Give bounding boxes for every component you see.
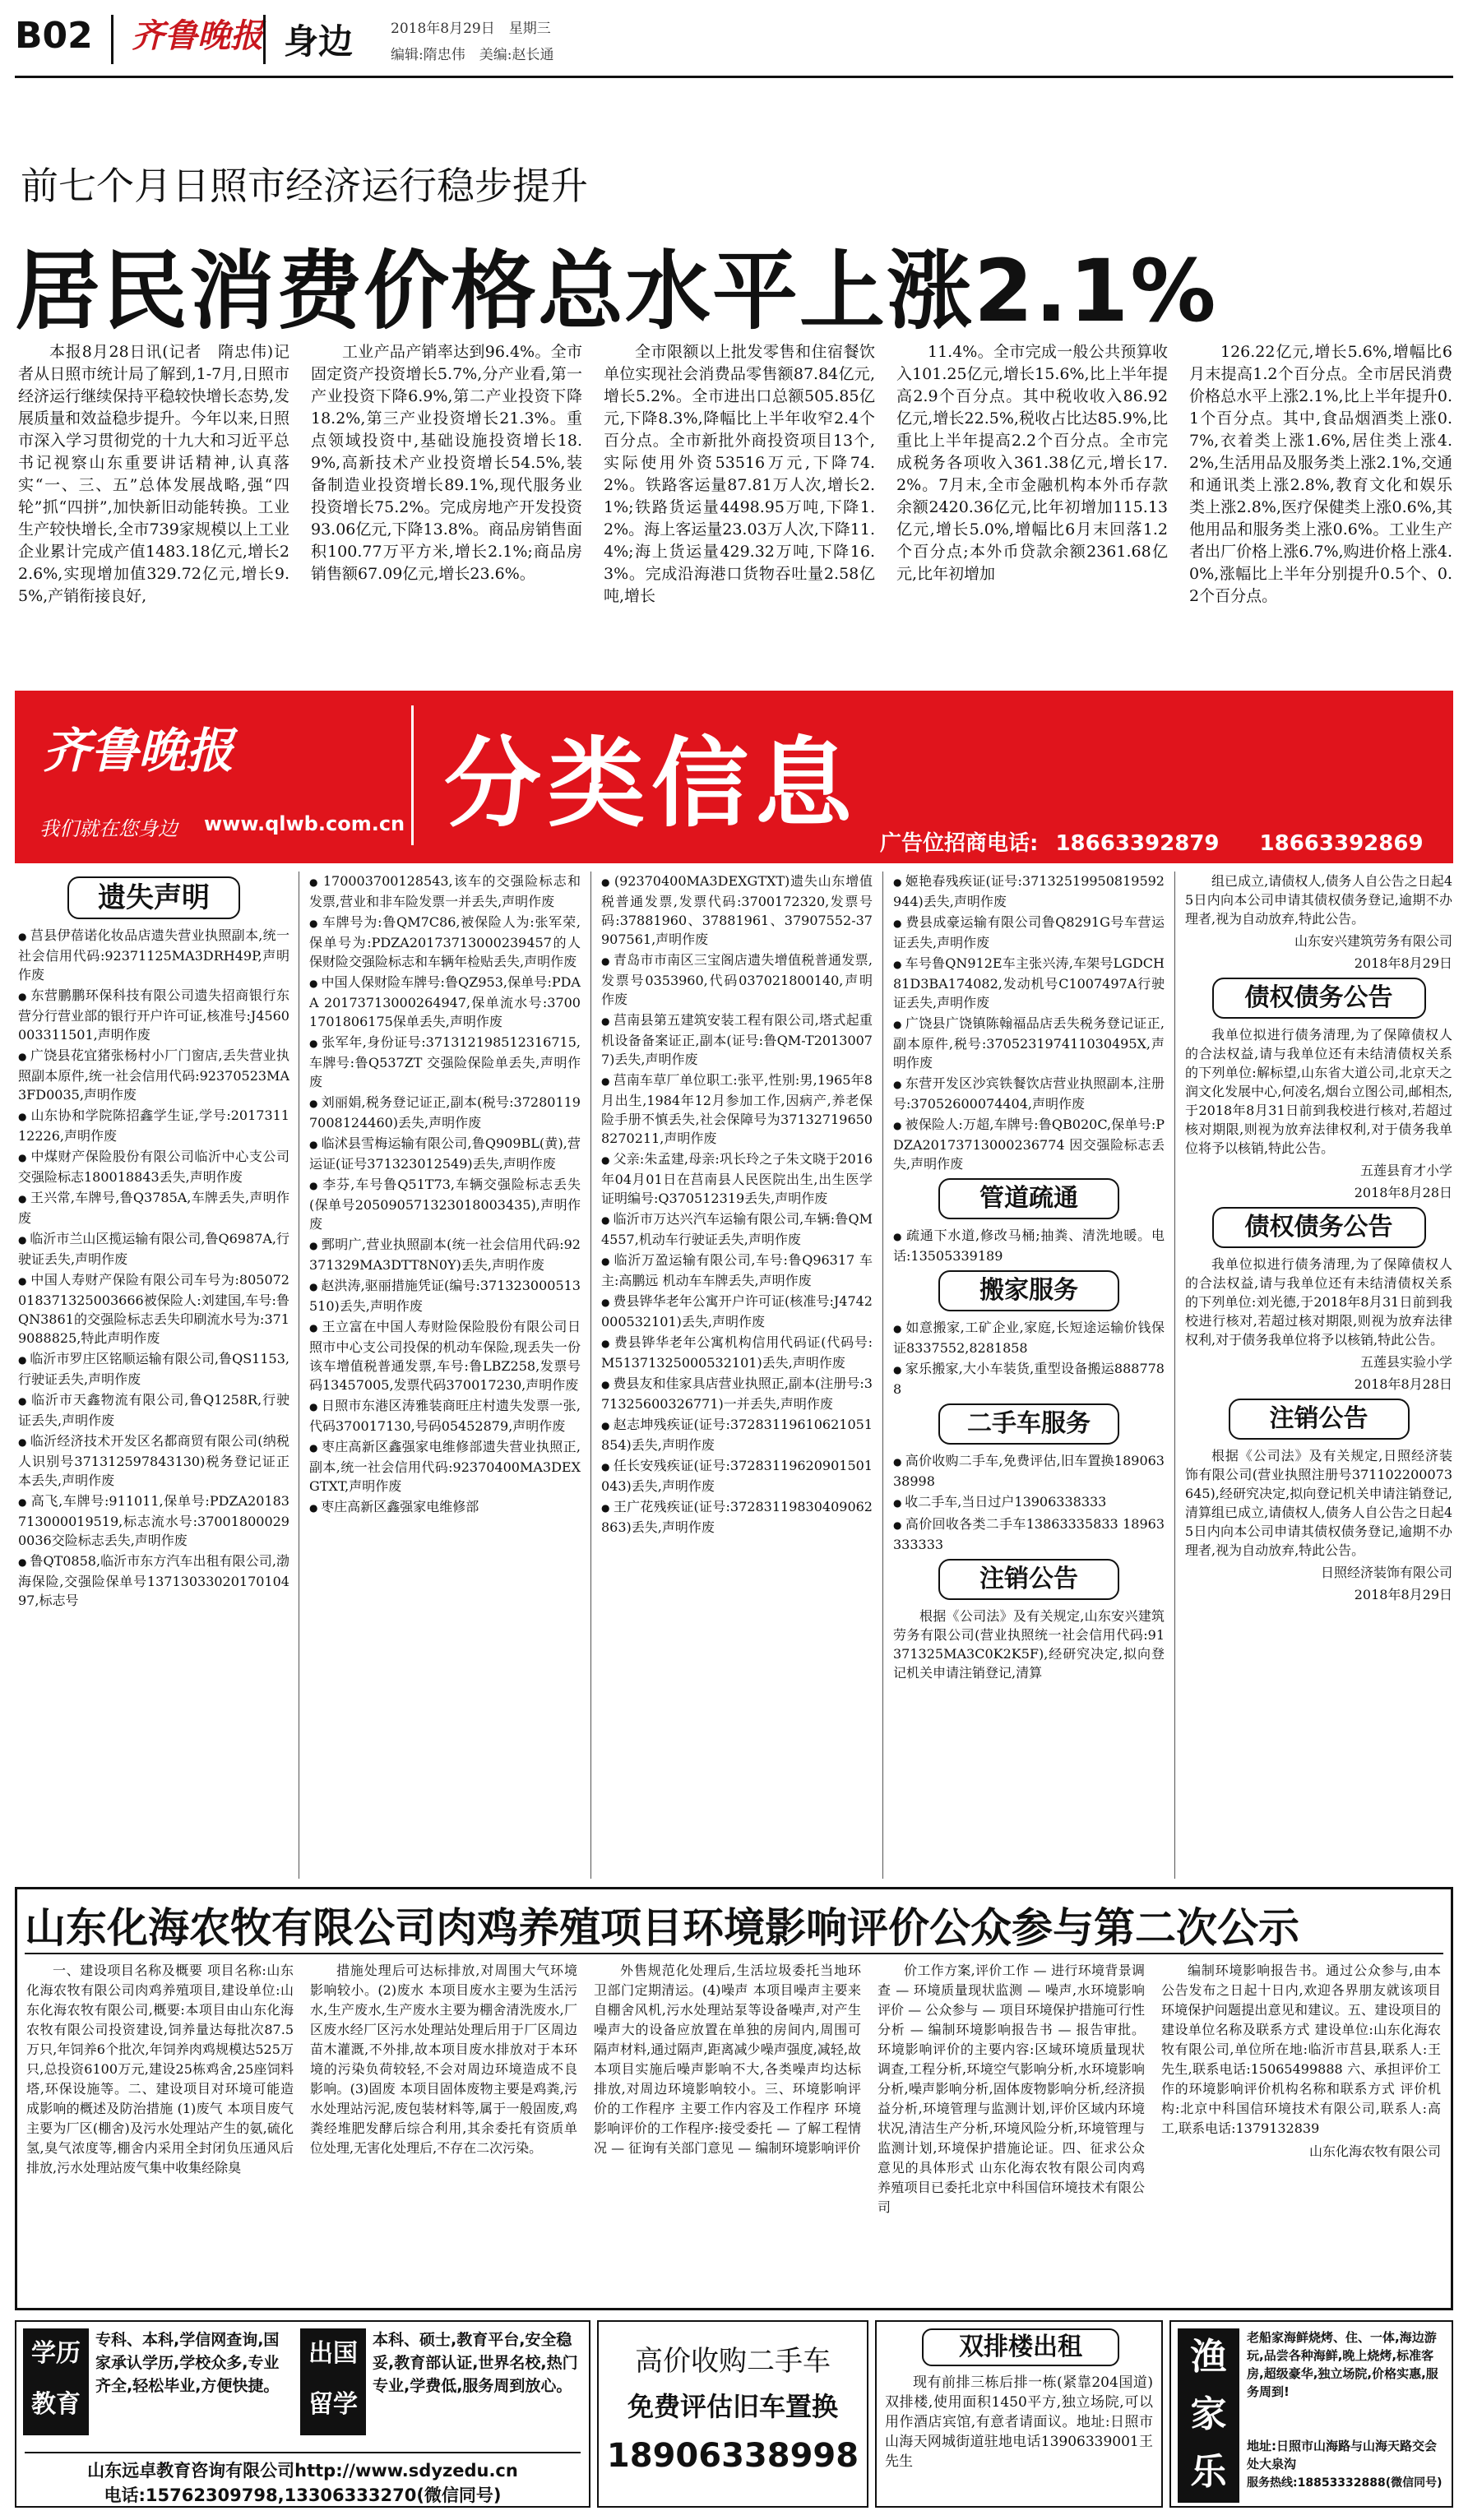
used-car-heading: 二手车服务 [938, 1403, 1119, 1445]
list-item: ● 枣庄高新区鑫强家电维修部 [309, 1497, 581, 1518]
cancel-notice-heading: 注销公告 [938, 1559, 1119, 1600]
education-label [23, 2328, 89, 2435]
cancel-notice-text: 根据《公司法》及有关规定,山东安兴建筑劳务有限公司(营业执照统一社会信用代码:91371325MA3C0K2K5F),经研究决定,拟向登记机关申请注销登记,清算 [893, 1608, 1165, 1681]
list-item: ● 如意搬家,工矿企业,家庭,长短途运输价钱保证8337552,8281858 [893, 1318, 1165, 1357]
label-line: 教育 [31, 2390, 81, 2419]
list-item: ● 王立富在中国人寿财险保险股份有限公司日照市中心支公司投保的机动车保险,现丢失一份该车增值税普通发票,车号:鲁LBZ258,发票号码13457005,发票代码370017230,声明作废 [309, 1317, 581, 1394]
abroad-label [300, 2328, 366, 2435]
list-item: ● 1700037001285​43,该车的交强险标志和发票,营业和非车险发票一并丢失,声明作废 [309, 872, 581, 911]
signature: 山东安兴建筑劳务有限公司 [1294, 933, 1452, 949]
list-item: ● 赵志坤残疾证(证号:3728311961062105185​4)丢失,声明作废 [601, 1415, 873, 1454]
list-item: ● 莒县伊蓓诺化妆品店遗失营业执照副本,统一社会信用代码:92371125MA3DRH49P,声明作废 [18, 926, 289, 984]
label-line: 渔 [1190, 2336, 1227, 2378]
list-item: ● 刘丽娟,税务登记证正,副本(税号:372801197008124460)丢失,声明作废 [309, 1093, 581, 1132]
fishing-resort-ad [1169, 2320, 1453, 2508]
signature-date: 2018年8月28日 [1354, 1376, 1452, 1392]
list-item: ● 枣庄高新区鑫强家电维修部遗失营业执照正,副本,统一社会信用代码:92370400MA3DEXGTXT,声明作废 [309, 1437, 581, 1496]
debt-notice-heading: 债权债务公告 [1212, 1207, 1426, 1248]
list-item: ● 费县铧华老年公寓机构信用代码证(代码号:M5137132500053210​1)丢失,声明作废 [601, 1333, 873, 1372]
list-item: ● 家乐搬家,大小车装货,重型设备搬运8887788 [893, 1359, 1165, 1399]
signature-date: 2018年8月29日 [1354, 955, 1452, 971]
section-name: 身边 [284, 21, 354, 62]
list-item: ● 李芬,车号鲁Q51T73,车辆交强险标志丢失(保单号205090571323018003435),声明作废 [309, 1175, 581, 1233]
list-item: ● 临沂市万达兴汽车运输有限公司,车辆:鲁QM4557,机动车行驶证丢失,声明作废 [601, 1209, 873, 1249]
list-item: ● 莒南车草厂单位职工:张平,性别:男,1965年8月出生,1984年12月参加工作,因病产,养老保险手册不慎丢失,社会保障号为371327196508270211,声明作废 [601, 1070, 873, 1148]
used-car-ad [597, 2320, 868, 2508]
classified-column-2 [309, 872, 581, 1879]
column-divider [882, 872, 883, 1879]
classified-column-5 [1185, 872, 1452, 1879]
header-divider [263, 15, 266, 64]
label-line: 学历 [31, 2339, 81, 2368]
list-item: ● 日照市东港区涛雅装商旺庄村遗失发票一张,代码370017130,号码05452879,声明作废 [309, 1396, 581, 1436]
notice-column-2: 措施处理后可达标排放,对周围大气环境影响较小。(2)废水 本项目废水主要为生活污水,生产废水,生产废水主要为棚舍清洗废水,厂区废水经厂区污水处理站处理后用于厂区周边苗木灌溉,不外排,故本项目废水排放对于本环境的污染负荷较轻,不会对周边环境造成不良影响。(3)固废 本项目固体废物主要是鸡粪,污水处理站污泥,废包装材料等,属于一般固废,鸡粪经堆肥发酵后综合利用,其余委托有资质单位处理,无害化处理后,不存在二次污染。 [310, 1963, 577, 2156]
list-item: ● 高飞,车牌号:911011,保单号:PDZA20183713000019519,标志流水号:370018000290036交险标志丢失,声明作废 [18, 1491, 289, 1550]
list-item: ● 广饶县广饶镇陈翰福品店丢失税务登记证正,副本原件,税号:370523197411030495X,声明作废 [893, 1014, 1165, 1072]
notice-column-1: 一、建设项目名称及概要 项目名称:山东化海农牧有限公司肉鸡养殖项目,建设单位:山东化海农牧有限公司,概要:本项目由山东化海农牧有限公司投资建设,饲养量达每批次87.5万只,年饲养6个批次,年饲养肉鸡规模达525万只,总投资6100万元,建设25栋鸡舍,25座饲料塔,环保设施等。二、建设项目对环境可能造成影响的概述及防治措施 (1)废气 本项目废气主要为厂区(棚舍)及污水处理站产生的氨,硫化氢,臭气浓度等,棚舍内采用全封闭负压通风后排放,污水处理站废气集中收集经除臭 [26, 1963, 294, 2176]
phone-label: 广告位招商电话: [880, 831, 1039, 856]
rental-text: 现有前排三栋后排一栋(紧靠204国道)双排楼,使用面积1450平方,独立场院,可以用作酒店宾馆,有意者请面议。地址:日照市山海天网城街道驻地电话13906339001王先生 [885, 2374, 1153, 2470]
article-column-3: 全市限额以上批发零售和住宿餐饮单位实现社会消费品零售额87.84亿元,增长5.2%。全市进出口总额505.85亿元,下降8.3%,降幅比上半年收窄2.4个百分点。全市新批外商投资项目13个,实际使用外资53516万元,下降74.2%。铁路客运量87.81万人次,增长2.1%;铁路货运量4498.95万吨,下降1.2%。海上客运量23.03万人次,下降11.4%;海上货运量429.32万吨,下降16.3%。完成沿海港口货物吞吐量2.58亿吨,增长 [604, 343, 875, 605]
list-item: ● 高价回收各类二手车13863335833 18963333333 [893, 1514, 1165, 1554]
abroad-text: 本科、硕士,教育平台,安全稳妥,教育部认证,世界名校,热门专业,学费低,服务周到放心。 [373, 2331, 578, 2395]
pipe-service-heading: 管道疏通 [938, 1178, 1119, 1219]
list-item: ● 被保险人:万超,车牌号:鲁QB020C,保单号:PDZA20173713000236774 因交强险标志丢失,声明作废 [893, 1115, 1165, 1173]
label-line: 乐 [1190, 2451, 1227, 2493]
debt-notice-text: 我单位拟进行债务清理,为了保障债权人的合法权益,请与我单位还有未结清债权关系的下列单位:解标望,山东省大道公司,北京天之润文化发展中心,何凌名,烟台立图公司,邮相杰,于2018年8月31日前到我校进行核对,若超过核对期限,则视为放弃法律权利,对于债务我单位将予以核销,特此公告。 [1185, 1027, 1452, 1156]
list-item: ● 中国人寿财产保险有限公司车号为:805072018371325003666被保险人:刘建国,车号:鲁QN3861的交强险标志丢失印刷流水号为:371908882​5,特此声明作废 [18, 1270, 289, 1348]
label-line: 出国 [308, 2339, 358, 2368]
list-item: ● 广饶县花宜猪张杨村小厂门窗店,丢失营业执照副本原件,统一社会信用代码:92370523MA3FD0035,声明作废 [18, 1046, 289, 1104]
notice-column-3: 外售规范化处理后,生活垃圾委托当地环卫部门定期清运。(4)噪声 本项目噪声主要来自棚舍风机,污水处理站泵等设备噪声,对产生噪声大的设备应放置在单独的房间内,周围可隔声材料,通过隔声,距离减少噪声强度,减轻,故本项目实施后噪声影响不大,各类噪声均达标排放,对周边环境影响较小。三、环境影响评价的工作程序 主要工作内容及工作程序 环境影响评价的工作程序:接受委托 — 了解工程情况 — 征询有关部门意见 — 编制环境影响评价 [594, 1963, 861, 2156]
fishing-phone: 服务热线:18853332888(微信同号) [1247, 2476, 1443, 2490]
fishing-text: 老船家海鲜烧烤、住、一体,海边游玩,品尝各种海鲜,晚上烧烤,标准客房,超级豪华,独立场院,价格实惠,服务周到! [1247, 2330, 1438, 2399]
rental-ad [875, 2320, 1163, 2508]
list-item: ● 王广花残疾证(证号:37283119830409062863)丢失,声明作废 [601, 1497, 873, 1537]
article-column-5: 126.22亿元,增长5.6%,增幅比6月末提高1.2个百分点。全市居民消费价格总水平上涨2.1%,比上半年提升0.1个百分点。其中,食品烟酒类上涨0.7%,衣着类上涨1.6%,居住类上涨4.2%,生活用品及服务类上涨2.1%,交通和通讯类上涨2.8%,教育文化和娱乐类上涨2.8%,医疗保健类上涨0.6%,其他用品和服务类上涨0.6%。工业生产者出厂价格上涨6.7%,购进价格上涨4.0%,涨幅比上半年分别提升0.5个、0.2个百分点。 [1189, 343, 1452, 605]
list-item: ● 临沂市罗庄区铭顺运输有限公司,鲁QS1153,行驶证丢失,声明作废 [18, 1349, 289, 1389]
list-item: ● 莒南县第五建筑安装工程有限公司,塔式起重机设备备案证正,副本(证号:鲁QM-T20130077)丢失,声明作废 [601, 1010, 873, 1069]
public-notice-title: 山东化海农牧有限公司肉鸡养殖项目环境影响评价公众参与第二次公示 [25, 1904, 1299, 1952]
list-item: ● 收二手车,当日过户13906338333 [893, 1492, 1165, 1513]
list-item: ● 王兴常,车牌号,鲁Q3785A,车牌丢失,声明作废 [18, 1188, 289, 1228]
phone-number: 18663392879 [1055, 831, 1220, 856]
signature: 五莲县育才小学 [1359, 1163, 1452, 1178]
notice-column-4: 价工作方案,评价工作 — 进行环境背景调查 — 环境质量现状监测 — 噪声,水环境影响评价 — 公众参与 — 项目环境保护措施可行性分析 — 编制环境影响报告书 — 报告审批。 环境影响评价的主要内容:区域环境质量现状调查,工程分析,环境空气影响分析,水环境影响分析,噪声影响分析,固体废物影响分析,经济损益分析,环境管理与监测计划,评价区域内环境状况,清洁生产分析,环境风险分析,环境管理与监测计划,环境保护措施论证。四、征求公众意见的具体形式 山东化海农牧有限公司肉鸡养殖项目已委托北京中科国信环境技术有限公司 [878, 1963, 1145, 2215]
used-car-subtitle: 免费评估旧车置换 [627, 2391, 838, 2422]
list-item: ● 中国人保财险车牌号:鲁QZ953,保单号:PDAA 20173713000264947,保单流水号:370017018061​75保单丢失,声明作废 [309, 973, 581, 1031]
list-item: ● 高价收购二手车,免费评估,旧车置换18906338998 [893, 1451, 1165, 1491]
phone-number: 18663392869 [1259, 831, 1424, 856]
article-column-2: 工业产品产销率达到96.4%。全市固定资产投资增长5.7%,分产业看,第一产业投资下降6.9%,第二产业投资下降18.2%,第三产业投资增长21.3%。重点领域投资中,基础设施投资增长18.9%,高新技术产业投资增长54.5%,装备制造业投资增长89.1%,现代服务业投资增长75.2%。完成房地产开发投资93.06亿元,下降13.8%。商品房销售面积100.77万平方米,增长2.1%;商品房销售额67.09亿元,增长23.6%。 [311, 343, 582, 583]
list-item: ● 费县友和佳家具店营业执照正,副本(注册号:371325600326771)一并丢失,声明作废 [601, 1374, 873, 1413]
column-divider [1174, 872, 1175, 1879]
header-rule [15, 76, 1453, 78]
list-item: ● 临沂市天鑫物流有限公司,鲁Q1258R,行驶证丢失,声明作废 [18, 1390, 289, 1430]
label-line: 家 [1190, 2393, 1227, 2435]
issue-date: 2018年8月29日 星期三 [391, 21, 551, 37]
notice-rule [25, 1953, 1443, 1954]
article-column-4: 11.4%。全市完成一般公共预算收入101.25亿元,增长15.6%,比上半年提高2.9个百分点。其中税收收入86.92亿元,增长22.5%,税收占比达85.9%,比重比上半年提高2.2个百分点。全市完成税务各项收入361.38亿元,增长17.2%。7月末,全市金融机构本外币存款余额2420.36亿元,比年初增加115.13亿元,增长5.0%,增幅比6月末回落1.2个百分点;本外币贷款余额2361.68亿元,比年初增加 [896, 343, 1168, 583]
list-item: ● 姬艳春残疾证(证号:37132519950819592944)丢失,声明作废 [893, 872, 1165, 911]
fishing-label [1178, 2328, 1239, 2503]
page-number: B02 [15, 15, 93, 57]
column-divider [590, 872, 591, 1879]
list-item: ● (92370400MA3DEXGTXT)遗失山东增值税普通发票,发票代码:3700172320,发票号码:37881960、37881961、37907552-37907561,声明作废 [601, 872, 873, 949]
list-item: ● 鲁QT0858,临沂市东方汽车出租有限公司,渤海保险,交强险保单号137130330201701​0497,标志号 [18, 1551, 289, 1610]
fishing-address: 地址:日照市山海路与山海天路交会处大泉沟 [1247, 2439, 1438, 2471]
list-item: ● 东营鹏鹏环保科技有限公司遗失招商银行东营分行营业部的银行开户许可证,核准号:J4560003311501,声明作废 [18, 986, 289, 1044]
article-subtitle: 前七个月日照市经济运行稳步提升 [21, 164, 588, 208]
list-item: ● 费县成豪运输有限公司鲁Q8291G号车营运证丢失,声明作废 [893, 913, 1165, 952]
list-item: ● 东营开发区沙宾铁餐饮店营业执照副本,注册号:3705260007440​4,声明作废 [893, 1074, 1165, 1113]
header-divider [111, 15, 113, 64]
article-column-1: 本报8月28日讯(记者 隋忠伟)记者从日照市统计局了解到,1-7月,日照市经济运行继续保持平稳较快增长态势,发展质量和效益稳步提升。今年以来,日照市深入学习贯彻党的十九大和习近平总书记视察山东重要讲话精神,认真落实“一、三、五”总体发展战略,强“四轮”抓“四拼”,加快新旧动能转换。工业生产较快增长,全市739家规模以上工业企业累计完成产值1483.18亿元,增长22.6%,实现增加值329.72亿元,增长9.5%,产销衔接良好, [18, 343, 289, 605]
education-text: 专科、本科,学信网查询,国家承认学历,学校众多,专业齐全,轻松毕业,方便快捷。 [95, 2331, 280, 2395]
ad-rule [25, 2452, 581, 2453]
banner-divider [411, 705, 414, 845]
masthead-logo: 齐鲁晚报 [132, 16, 263, 55]
list-item: ● 山东协和学院陈招鑫学生证,学号:201731112226,声明作废 [18, 1106, 289, 1145]
classified-column-4 [893, 872, 1165, 1879]
banner-phone [880, 826, 1424, 857]
rental-title: 双排楼出租 [922, 2328, 1119, 2366]
signature: 日照经济装饰有限公司 [1320, 1565, 1452, 1580]
cancel-notice-heading: 注销公告 [1229, 1399, 1410, 1440]
banner-url: www.qlwb.com.cn [204, 812, 405, 835]
list-item: ● 临沂经济技术开发区名都商贸有限公司(纳税人识别号371312597843130)税务登记证正本丢失,声明作废 [18, 1431, 289, 1490]
list-item: ● 赵洪涛,驱丽措施凭证(编号:371323000513510)丢失,声明作废 [309, 1276, 581, 1315]
list-item: ● 青岛市市南区三宝阁店遗失增值税普通发票,发票号0353960,代码0370218001​40,声明作废 [601, 950, 873, 1009]
list-item: ● 临沭县雪梅运输有限公司,鲁Q909BL(黄),营运证(证号371323012549)丢失,声明作废 [309, 1134, 581, 1173]
notice-text: 组已成立,请债权人,债务人自公告之日起45日内向本公司申请其债权债务登记,逾期不办理者,视为自动放弃,特此公告。 [1185, 873, 1452, 927]
list-item: ● 鄄明广,营业执照副本(统一社会信用代码:92371329MA3DTT8N0Y)丢失,声明作废 [309, 1235, 581, 1274]
article-headline: 居民消费价格总水平上涨2.1% [15, 241, 1218, 341]
signature-date: 2018年8月29日 [1354, 1587, 1452, 1602]
education-ad [15, 2320, 590, 2508]
label-line: 留学 [308, 2390, 358, 2419]
list-item: ● 临沂市兰山区揽运输有限公司,鲁Q6987A,行驶证丢失,声明作废 [18, 1229, 289, 1269]
education-phone: 电话:15762309798,13306333270(微信同号) [104, 2485, 502, 2505]
used-car-phone: 18906338998 [606, 2437, 859, 2475]
used-car-title: 高价收购二手车 [635, 2345, 831, 2378]
list-item: ● 车号鲁QN912E车主张兴涛,车架号LGDCH81D3BA174082,发动机号C100749​7A行驶证丢失,声明作废 [893, 954, 1165, 1012]
list-item: ● 父亲:朱孟建,母亲:巩长玲之子朱文晓于2016年04月01日在莒南县人民医院出生,出生医学证明编号:Q370512319丢失,声明作废 [601, 1149, 873, 1208]
education-company: 山东远卓教育咨询有限公司http://www.sdyzedu.cn [87, 2461, 518, 2481]
signature: 山东化海农牧有限公司 [1308, 2143, 1441, 2159]
lost-notice-heading: 遗失声明 [67, 876, 240, 919]
list-item: ● 张军年,身份证号:371312198512316715,车牌号:鲁Q537ZT 交强险保险单丢失,声明作废 [309, 1033, 581, 1091]
list-item: ● 中煤财产保险股份有限公司临沂中心支公司交强险标志180018843丢失,声明作废 [18, 1147, 289, 1186]
list-item: ● 临沂万盈运输有限公司,车号:鲁Q96317 车主:高鹏远 机动车车牌丢失,声明作废 [601, 1251, 873, 1290]
list-item: ● 任长安残疾证(证号:37283119620901501043)丢失,声明作废 [601, 1456, 873, 1496]
classified-column-1 [18, 872, 289, 1879]
signature-date: 2018年8月28日 [1354, 1185, 1452, 1200]
list-item: ● 疏通下水道,修改马桶;抽粪、清洗地暖。电话:13505339189 [893, 1226, 1165, 1265]
list-item: ● 费县铧华老年公寓开户许可证(核准号:J4742000532101)丢失,声明作废 [601, 1292, 873, 1331]
banner-title: 分类信息 [444, 727, 859, 840]
moving-service-heading: 搬家服务 [938, 1270, 1119, 1311]
classified-column-3 [601, 872, 873, 1879]
banner-slogan: 我们就在您身边 [39, 817, 178, 840]
editors: 编辑:隋忠伟 美编:赵长通 [391, 47, 554, 63]
list-item: ● 车牌号为:鲁QM7C86,被保险人为:张军荣,保单号为:PDZA20173713000239457的人保财险交强险标志和车辆年检贴丢失,声明作废 [309, 913, 581, 971]
banner-logo: 齐鲁晚报 [43, 723, 234, 779]
signature: 五莲县实验小学 [1359, 1354, 1452, 1370]
cancel-notice-text: 根据《公司法》及有关规定,日照经济装饰有限公司(营业执照注册号3711022000736​45),经研究决定,拟向登记机关申请注销登记,清算组已成立,请债权人,债务人自公告之日起45日内向本公司申请其债权债务登记,逾期不办理者,视为自动放弃,特此公告。 [1185, 1448, 1452, 1558]
notice-column-5: 编制环境影响报告书。通过公众参与,由本公告发布之日起十日内,欢迎各界朋友就该项目环境保护问题提出意见和建议。五、建设项目的建设单位名称及联系方式 建设单位:山东化海农牧有限公司,单位所在地:临沂市莒县,联系人:王先生,联系电话:15065499888 六、承担评价工作的环境影响评价机构名称和联系方式 评价机构:北京中科国信环境技术有限公司,联系人:高工,联系电话:13791328​39 山东化海农牧有限公司 [1161, 1961, 1441, 2302]
debt-notice-heading: 债权债务公告 [1212, 978, 1426, 1019]
debt-notice-text: 我单位拟进行债务清理,为了保障债权人的合法权益,请与我单位还有未结清债权关系的下列单位:刘光德,于2018年8月31日前到我校进行核对,若超过核对期限,则视为放弃法律权利,对于债务我单位将予以核销,特此公告。 [1185, 1256, 1452, 1348]
